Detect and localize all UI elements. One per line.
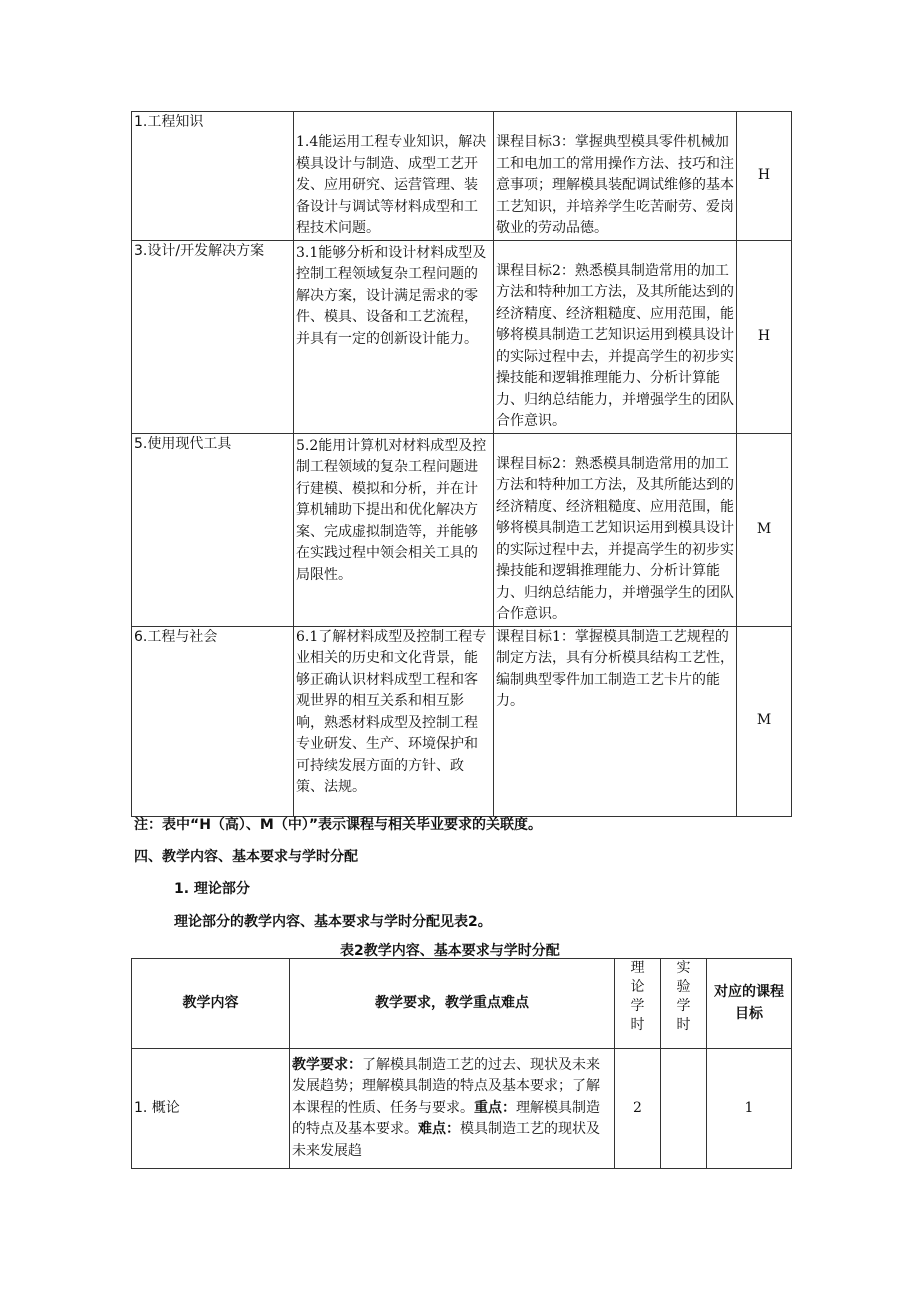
req-label: 教学要求： [292, 1056, 362, 1073]
table-note: 注：表中“H（高）、M（中）”表示课程与相关毕业要求的关联度。 [134, 817, 543, 833]
subsection-title: 1. 理论部分 [174, 881, 250, 897]
diff-label: 难点： [418, 1121, 460, 1138]
requirement-cell: 5.使用现代工具 [132, 433, 294, 626]
level-cell: M [737, 433, 792, 626]
key-text: 理解模具制造的特点及基本要求。 [292, 1099, 600, 1138]
req-text: 了解模具制造工艺的过去、现状及未来发展趋势；理解模具制造的特点及基本要求；了解本课程的性质、任务与要求。 [292, 1056, 600, 1116]
content-cell: 1. 概论 [132, 1049, 290, 1169]
level-cell: H [737, 240, 792, 433]
objective-cell: 课程目标2：熟悉模具制造常用的加工方法和特种加工方法，及其所能达到的经济精度、经济粗糙度、应用范围，能够将模具制造工艺知识运用到模具设计的实际过程中去，并提高学生的初步实操技能和逻辑推理能力、分析计算能力、归纳总结能力，并增强学生的团队合作意识。 [494, 433, 737, 626]
level-cell: M [737, 626, 792, 816]
objective-cell: 课程目标1：掌握模具制造工艺规程的制定方法，具有分析模具结构工艺性，编制典型零件加工制造工艺卡片的能力。 [494, 626, 737, 816]
teaching-content-table [131, 958, 792, 1169]
table-row [132, 112, 792, 241]
requirements-cell [290, 1049, 615, 1169]
header-lab-hours [661, 959, 707, 1049]
header-theory-hours-label: 理论学时 [630, 960, 645, 1033]
indicator-cell: 3.1能够分析和设计材料成型及控制工程领域复杂工程问题的解决方案，设计满足需求的零件、模具、设备和工艺流程，并具有一定的创新设计能力。 [294, 240, 494, 433]
level-cell: H [737, 112, 792, 241]
objective-cell: 课程目标3：掌握典型模具零件机械加工和电加工的常用操作方法、技巧和注意事项；理解模具装配调试维修的基本工艺知识，并培养学生吃苦耐劳、爱岗敬业的劳动品德。 [494, 112, 737, 241]
objective-cell: 课程目标2：熟悉模具制造常用的加工方法和特种加工方法，及其所能达到的经济精度、经济粗糙度、应用范围，能够将模具制造工艺知识运用到模具设计的实际过程中去，并提高学生的初步实操技能和逻辑推理能力、分析计算能力、归纳总结能力，并增强学生的团队合作意识。 [494, 240, 737, 433]
requirement-cell: 1.工程知识 [132, 112, 294, 241]
objective-cell: 1 [707, 1049, 792, 1169]
indicator-cell: 1.4能运用工程专业知识，解决模具设计与制造、成型工艺开发、应用研究、运营管理、装备设计与调试等材料成型和工程技术问题。 [294, 112, 494, 241]
key-label: 重点： [474, 1099, 516, 1116]
table-header-row [132, 959, 792, 1049]
header-requirements: 教学要求，教学重点难点 [290, 959, 615, 1049]
header-objective: 对应的课程目标 [707, 959, 792, 1049]
requirement-cell: 3.设计/开发解决方案 [132, 240, 294, 433]
header-content: 教学内容 [132, 959, 290, 1049]
subsection-description: 理论部分的教学内容、基本要求与学时分配见表2。 [174, 914, 492, 930]
table-row [132, 240, 792, 433]
theory-hours-cell: 2 [615, 1049, 661, 1169]
table-caption: 表2教学内容、基本要求与学时分配 [340, 943, 560, 959]
table-row [132, 626, 792, 816]
graduation-requirement-table [131, 111, 792, 817]
lab-hours-cell [661, 1049, 707, 1169]
indicator-cell: 5.2能用计算机对材料成型及控制工程领域的复杂工程问题进行建模、模拟和分析，并在计算机辅助下提出和优化解决方案、完成虚拟制造等，并能够在实践过程中领会相关工具的局限性。 [294, 433, 494, 626]
header-lab-hours-label: 实验学时 [676, 960, 691, 1033]
table-row [132, 433, 792, 626]
header-theory-hours [615, 959, 661, 1049]
requirement-cell: 6.工程与社会 [132, 626, 294, 816]
table-row [132, 1049, 792, 1169]
indicator-cell: 6.1了解材料成型及控制工程专业相关的历史和文化背景，能够正确认识材料成型工程和客观世界的相互关系和相互影响，熟悉材料成型及控制工程专业研发、生产、环境保护和可持续发展方面的方针、政策、法规。 [294, 626, 494, 816]
diff-text: 模具制造工艺的现状及未来发展趋 [292, 1121, 600, 1159]
section-title: 四、教学内容、基本要求与学时分配 [134, 849, 358, 865]
